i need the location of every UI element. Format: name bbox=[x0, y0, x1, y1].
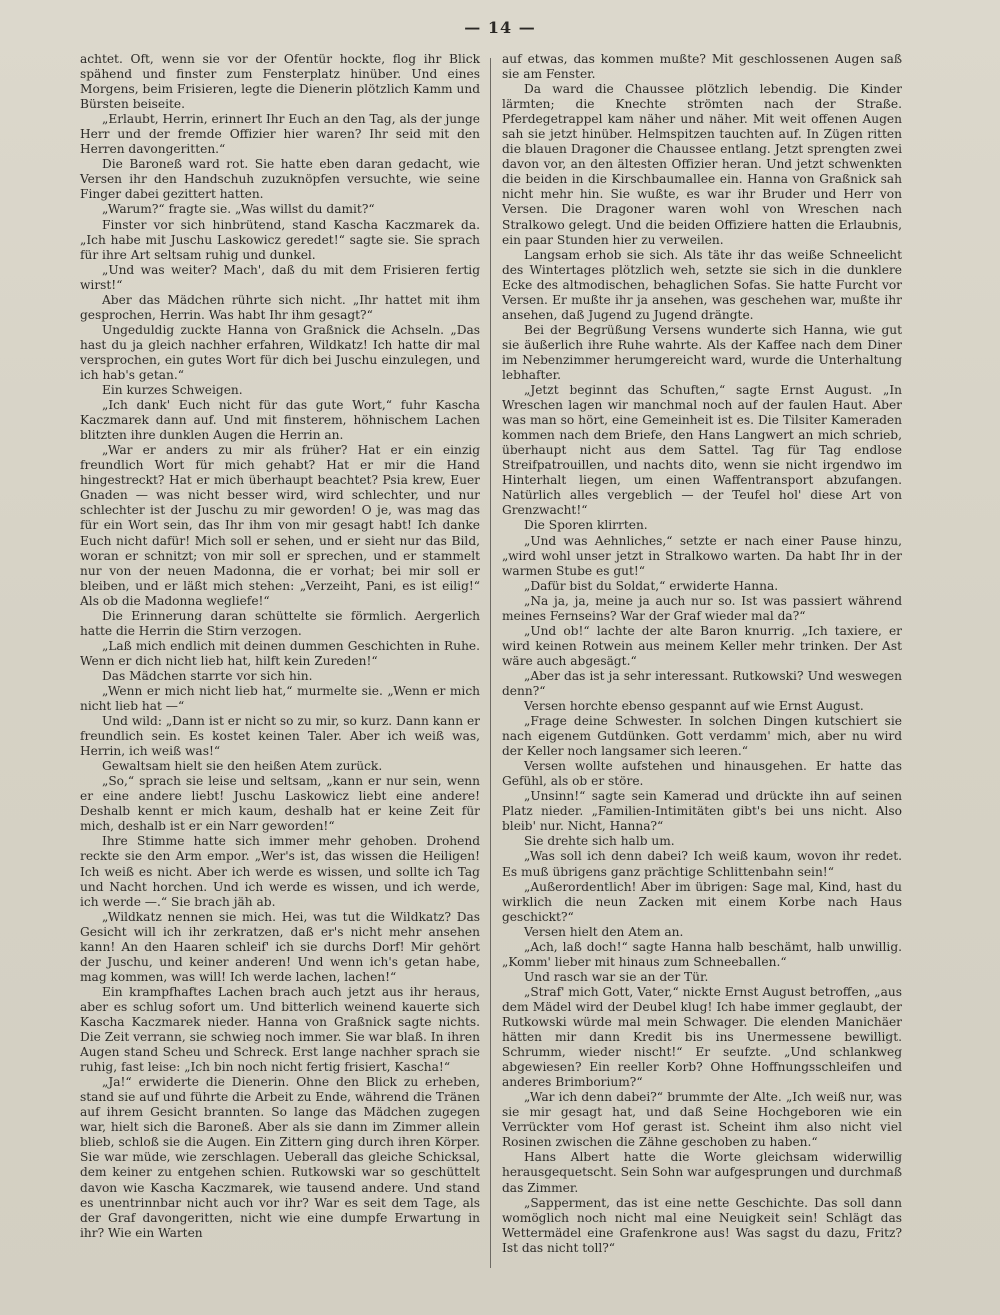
paragraph: Bei der Begrüßung Versens wunderte sich Hanna, wie gut sie äußerlich ihre Ruhe wahrte. Als der Kaffee nach dem Diner im Nebenzimmer herumgereicht ward, wurde die Unterhaltung lebhafter. bbox=[502, 322, 902, 382]
paragraph: auf etwas, das kommen mußte? Mit geschlossenen Augen saß sie am Fenster. bbox=[502, 52, 902, 82]
paragraph: Da ward die Chaussee plötzlich lebendig. Die Kinder lärmten; die Knechte strömten nach der Straße. Pferdegetrappel kam näher und näher. Mit weit offenen Augen sah sie jetzt hinüber. Helmspitzen tauchten auf. In Zügen ritten die blauen Dragoner die Chaussee entlang. Jetzt sprengten zwei davon vor, an den ältesten Offizier heran. Und jetzt schwenkten die beiden in die Kirschbaumallee ein. Hanna von Graßnick sah nicht mehr hin. Sie wußte, es war ihr Bruder und Herr von Versen. Die Dragoner waren wohl von Wreschen nach Stralkowo gelegt. Und die beiden Offiziere hatten die Erlaubnis, ein paar Stunden hier zu verweilen. bbox=[502, 82, 902, 247]
paragraph: Sie drehte sich halb um. bbox=[524, 834, 675, 849]
paragraph: „Ach, laß doch!“ sagte Hanna halb beschämt, halb unwillig. „Komm' lieber mit hinaus zum Schneeballen.“ bbox=[502, 939, 902, 969]
paragraph: Gewaltsam hielt sie den heißen Atem zurück. bbox=[102, 759, 383, 774]
paragraph: Das Mädchen starrte vor sich hin. bbox=[102, 668, 313, 683]
paragraph: „Straf' mich Gott, Vater,“ nickte Ernst August betroffen, „aus dem Mädel wird der Deubel klug! Ich habe immer geglaubt, der Rutkowski würde mal mein Schwager. Die elenden Manichäer hätten mir dann Kredit bis ins Unermessene bewilligt. Schrumm, wieder nischt!“ Er seufzte. „Und schlankweg abgewiesen? Ein reeller Korb? Ohne Hoffnungsschleifen und anderes Brimborium?“ bbox=[502, 984, 902, 1090]
paragraph: „Und was weiter? Mach', daß du mit dem Frisieren fertig wirst!“ bbox=[80, 262, 480, 292]
paragraph: Langsam erhob sie sich. Als täte ihr das weiße Schneelicht des Wintertages plötzlich weh, setzte sie sich in die dunklere Ecke des altmodischen, behaglichen Sofas. Sie hatte Furcht vor Versen. Er mußte ihr ja ansehen, was geschehen war, mußte ihr ansehen, daß Jugend zu Jugend drängte. bbox=[502, 247, 902, 322]
paragraph: „War er anders zu mir als früher? Hat er ein einzig freundlich Wort für mich gehabt? Hat er mir die Hand hingestreckt? Hat er mich überhaupt beachtet? Psia krew, Euer Gnaden — was nicht besser wird, wird schlechter, und nur schlechter ist der Juschu zu mir geworden! O je, was mag das für ein Wort sein, das Ihr ihm von mir gesagt habt! Ich danke Euch nicht dafür! Mich soll er sehen, und er sieht nur das Bild, woran er schnitzt; von mir soll er sprechen, und er stammelt nur von der neuen Madonna, die er vorhat; bei mir soll er bleiben, und er läßt mich stehen: „Verzeiht, Pani, es ist eilig!“ Als ob die Madonna wegliefe!“ bbox=[80, 443, 480, 608]
paragraph: Aber das Mädchen rührte sich nicht. „Ihr hattet mit ihm gesprochen, Herrin. Was habt Ihr ihm gesagt?“ bbox=[80, 292, 480, 322]
paragraph: Ihre Stimme hatte sich immer mehr gehoben. Drohend reckte sie den Arm empor. „Wer's ist, das wissen die Heiligen! Ich weiß es nicht. Aber ich werde es wissen, und sollte ich Tag und Nacht horchen. Und ich werde es wissen, und ich werde, ich werde —.“ Sie brach jäh ab. bbox=[80, 834, 480, 909]
paragraph: Versen horchte ebenso gespannt auf wie Ernst August. bbox=[524, 699, 864, 714]
paragraph: Versen hielt den Atem an. bbox=[524, 924, 684, 939]
paragraph: „Und ob!“ lachte der alte Baron knurrig. „Ich taxiere, er wird keinen Rotwein aus meinem Keller mehr trinken. Der Ast wäre auch abgesägt.“ bbox=[502, 623, 902, 668]
paragraph: „Unsinn!“ sagte sein Kamerad und drückte ihn auf seinen Platz nieder. „Familien-Intimitäten gibt's bei uns nicht. Also bleib' nur. Nicht, Hanna?“ bbox=[502, 789, 902, 834]
paragraph: Versen wollte aufstehen und hinausgehen. Er hatte das Gefühl, als ob er störe. bbox=[502, 759, 902, 789]
paragraph: Hans Albert hatte die Worte gleichsam widerwillig herausgequetscht. Sein Sohn war aufgesprungen und durchmaß das Zimmer. bbox=[502, 1150, 902, 1195]
paragraph: Die Baroneß ward rot. Sie hatte eben daran gedacht, wie Versen ihr den Handschuh zuzuknöpfen versuchte, wie seine Finger dabei gezittert hatten. bbox=[80, 157, 480, 202]
paragraph: „So,“ sprach sie leise und seltsam, „kann er nur sein, wenn er eine andere liebt! Juschu Laskowicz liebt eine andere! Deshalb kennt er mich kaum, deshalb hat er keine Zeit für mich, deshalb ist er ein Narr geworden!“ bbox=[80, 774, 480, 834]
column-divider bbox=[490, 58, 491, 1268]
paragraph: „Wildkatz nennen sie mich. Hei, was tut die Wildkatz? Das Gesicht will ich ihr zerkratzen, daß er's nicht mehr ansehen kann! An den Haaren schleif' ich sie durchs Dorf! Mir gehört der Juschu, und keiner anderen! Und wenn ich's getan habe, mag kommen, was will! Ich werde lachen, lachen!“ bbox=[80, 909, 480, 984]
paragraph: „Sapperment, das ist eine nette Geschichte. Das soll dann womöglich noch nicht mal eine Neuigkeit sein! Schlägt das Wettermädel eine Grafenkrone aus! Was sagst du dazu, Fritz? Ist das nicht toll?“ bbox=[502, 1195, 902, 1255]
paragraph: Finster vor sich hinbrütend, stand Kascha Kaczmarek da. „Ich habe mit Juschu Laskowicz geredet!“ sagte sie. Sie sprach für ihre Art seltsam ruhig und dunkel. bbox=[80, 217, 480, 262]
paragraph: „War ich denn dabei?“ brummte der Alte. „Ich weiß nur, was sie mir gesagt hat, und daß Seine Hochgeboren wie ein Verrückter vom Hof gerast ist. Scheint ihm also nicht viel Rosinen zwischen die Zähne geschoben zu haben.“ bbox=[502, 1090, 902, 1150]
paragraph: Ein krampfhaftes Lachen brach auch jetzt aus ihr heraus, aber es schlug sofort um. Und bitterlich weinend kauerte sich Kascha Kaczmarek nieder. Hanna von Graßnick sagte nichts. Die Zeit verrann, sie schwieg noch immer. Sie war blaß. In ihren Augen stand Scheu und Schreck. Erst lange nachher sprach sie ruhig, fast leise: „Ich bin noch nicht fertig frisiert, Kascha!“ bbox=[80, 984, 480, 1075]
paragraph: Ungeduldig zuckte Hanna von Graßnick die Achseln. „Das hast du ja gleich nachher erfahren, Wildkatz! Ich hatte dir mal versprochen, ein gutes Wort für dich bei Juschu einzulegen, und ich hab's getan.“ bbox=[80, 322, 480, 382]
paragraph: Und rasch war sie an der Tür. bbox=[524, 969, 709, 984]
paragraph: „Dafür bist du Soldat,“ erwiderte Hanna. bbox=[524, 578, 779, 593]
paragraph: Ein kurzes Schweigen. bbox=[102, 383, 243, 398]
paragraph: Die Erinnerung daran schüttelte sie förmlich. Aergerlich hatte die Herrin die Stirn verzogen. bbox=[80, 608, 480, 638]
paragraph: „Warum?“ fragte sie. „Was willst du damit?“ bbox=[102, 202, 375, 217]
paragraph: „Erlaubt, Herrin, erinnert Ihr Euch an den Tag, als der junge Herr und der fremde Offizier hier waren? Ihr seid mit den Herren davongeritten.“ bbox=[80, 112, 480, 157]
paragraph: „Außerordentlich! Aber im übrigen: Sage mal, Kind, hast du wirklich die neun Zacken mit einem Korbe nach Haus geschickt?“ bbox=[502, 879, 902, 924]
left-column bbox=[80, 52, 480, 1241]
paragraph: Und wild: „Dann ist er nicht so zu mir, so kurz. Dann kann er freundlich sein. Es kostet keinen Taler. Aber ich weiß was, Herrin, ich weiß was!“ bbox=[80, 714, 480, 759]
paragraph: „Aber das ist ja sehr interessant. Rutkowski? Und weswegen denn?“ bbox=[502, 668, 902, 698]
paragraph: „Frage deine Schwester. In solchen Dingen kutschiert sie nach eigenem Gutdünken. Gott verdamm' mich, aber nu wird der Keller noch langsamer sich leeren.“ bbox=[502, 714, 902, 759]
right-column bbox=[502, 52, 902, 1256]
page-number: — 14 — bbox=[464, 18, 536, 37]
paragraph: „Jetzt beginnt das Schuften,“ sagte Ernst August. „In Wreschen lagen wir manchmal noch auf der faulen Haut. Aber was man so hört, eine Gemeinheit ist es. Die Tilsiter Kameraden kommen nach dem Briefe, den Hans Langwert an mich schrieb, überhaupt nicht aus dem Sattel. Tag für Tag endlose Streifpatrouillen, und nachts dito, wenn sie nicht irgendwo im Hinterhalt liegen, um einen Waffentransport abzufangen. Natürlich alles vergeblich — der Teufel hol' diese Art von Grenzwacht!“ bbox=[502, 383, 902, 518]
paragraph: „Wenn er mich nicht lieb hat,“ murmelte sie. „Wenn er mich nicht lieb hat —“ bbox=[80, 683, 480, 714]
paragraph: „Was soll ich denn dabei? Ich weiß kaum, wovon ihr redet. Es muß übrigens ganz prächtige Schlittenbahn sein!“ bbox=[502, 849, 902, 879]
paragraph: Die Sporen klirrten. bbox=[524, 518, 648, 533]
paragraph: „Laß mich endlich mit deinen dummen Geschichten in Ruhe. Wenn er dich nicht lieb hat, hilft kein Zureden!“ bbox=[80, 638, 480, 668]
paragraph: „Ich dank' Euch nicht für das gute Wort,“ fuhr Kascha Kaczmarek dann auf. Und mit finsterem, höhnischem Lachen blitzten ihre dunklen Augen die Herrin an. bbox=[80, 398, 480, 443]
paragraph: „Und was Aehnliches,“ setzte er nach einer Pause hinzu, „wird wohl unser jetzt in Stralkowo warten. Da habt Ihr in der warmen Stube es gut!“ bbox=[502, 533, 902, 578]
paragraph: „Ja!“ erwiderte die Dienerin. Ohne den Blick zu erheben, stand sie auf und führte die Arbeit zu Ende, während die Tränen auf ihrem Gesicht brannten. So lange das Mädchen zugegen war, hielt sich die Baroneß. Aber als sie dann im Zimmer allein blieb, schloß sie die Augen. Ein Zittern ging durch ihren Körper. Sie war müde, wie zerschlagen. Ueberall das gleiche Schicksal, dem keiner zu entgehen schien. Rutkowski war so geschüttelt davon wie Kascha Kaczmarek, wie tausend andere. Und stand es unentrinnbar nicht auch vor ihr? War es seit dem Tage, als der Graf davongeritten, nicht wie eine dumpfe Erwartung in ihr? Wie ein Warten bbox=[80, 1075, 480, 1240]
paragraph: achtet. Oft, wenn sie vor der Ofentür hockte, flog ihr Blick spähend und finster zum Fensterplatz hinüber. Und eines Morgens, beim Frisieren, legte die Dienerin plötzlich Kamm und Bürsten beiseite. bbox=[80, 52, 480, 112]
paragraph: „Na ja, ja, meine ja auch nur so. Ist was passiert während meines Fernseins? War der Graf wieder mal da?“ bbox=[502, 593, 902, 623]
